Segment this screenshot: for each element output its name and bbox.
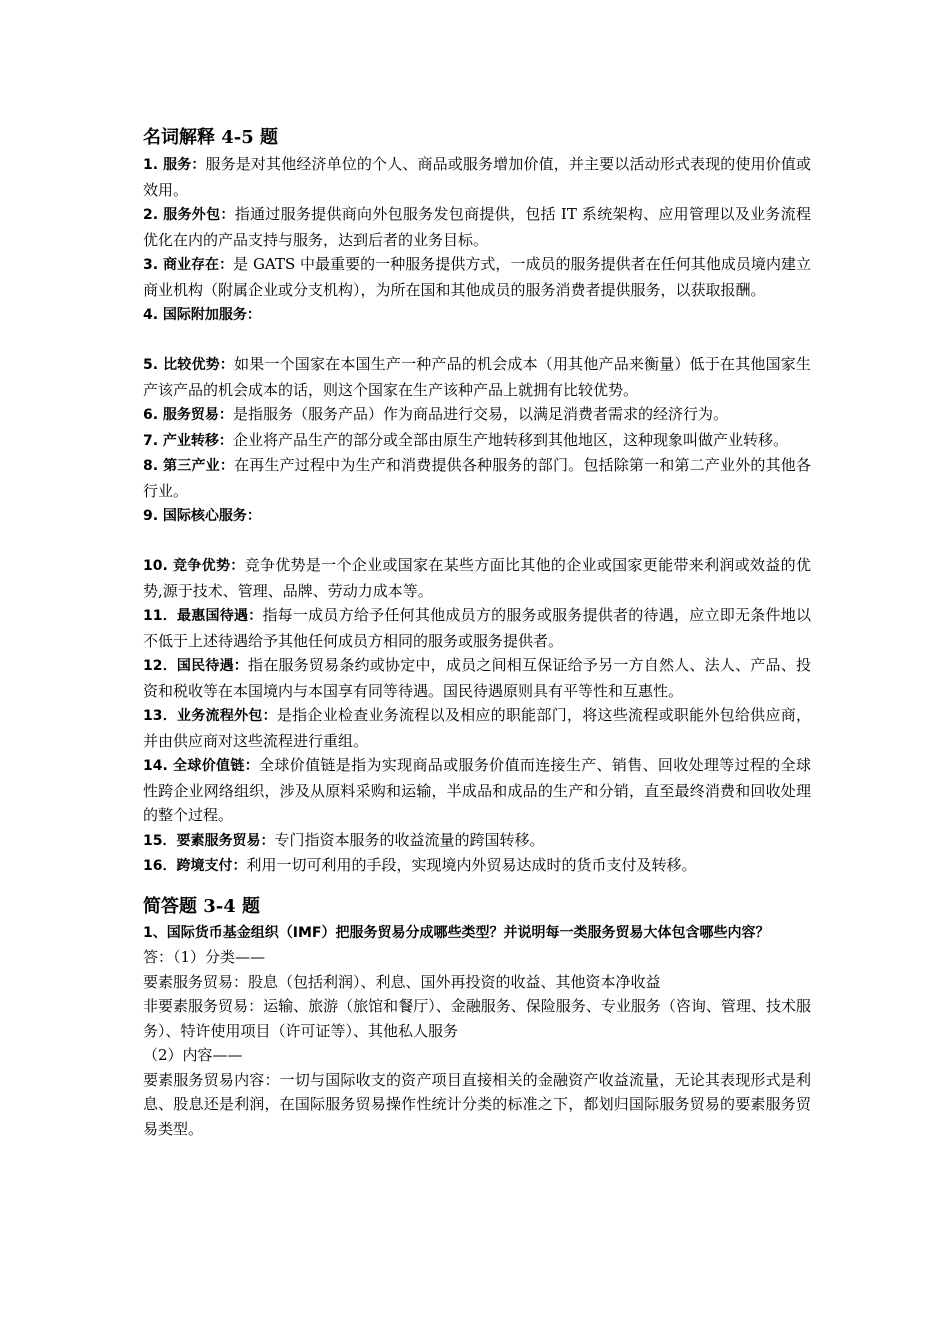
definition-text: 是 GATS 中最重要的一种服务提供方式，一成员的服务提供者在任何其他成员境内建立商业机构（附属企业或分支机构），为所在国和其他成员的服务消费者提供服务，以获取报酬。 xyxy=(143,255,811,299)
definition-item xyxy=(143,302,811,328)
definition-item xyxy=(143,428,811,454)
definition-item xyxy=(143,402,811,428)
definition-text: 指每一成员方给予任何其他成员方的服务或服务提供者的待遇，应立即无条件地以不低于上述待遇给予其他任何成员方相同的服务或服务提供者。 xyxy=(143,606,811,650)
definition-text: 全球价值链是指为实现商品或服务价值而连接生产、销售、回收处理等过程的全球性跨企业网络组织，涉及从原料采购和运输，半成品和成品的生产和分销，直至最终消费和回收处理的整个过程。 xyxy=(143,756,811,824)
definition-item xyxy=(143,503,811,529)
definition-text: 指通过服务提供商向外包服务发包商提供，包括 IT 系统架构、应用管理以及业务流程优化在内的产品支持与服务，达到后者的业务目标。 xyxy=(143,205,811,249)
definition-item xyxy=(143,352,811,402)
answer-line: 答：（1）分类—— xyxy=(143,948,266,966)
definition-term: 15．要素服务贸易： xyxy=(143,832,275,849)
definition-term: 13．业务流程外包： xyxy=(143,708,277,724)
definition-term: 1. 服务： xyxy=(143,157,206,173)
definition-item xyxy=(143,653,811,703)
definition-text: 专门指资本服务的收益流量的跨国转移。 xyxy=(274,830,545,849)
definition-item xyxy=(143,252,811,302)
answer-line: 要素服务贸易：股息（包括利润）、利息、国外再投资的收益、其他资本净收益 xyxy=(143,972,661,991)
definition-text: 是指服务（服务产品）作为商品进行交易，以满足消费者需求的经济行为。 xyxy=(232,405,728,423)
definition-term: 3. 商业存在： xyxy=(143,257,234,273)
definition-term: 12．国民待遇： xyxy=(143,658,249,674)
definition-item xyxy=(143,453,811,503)
definition-text: 竞争优势是一个企业或国家在某些方面比其他的企业或国家更能带来利润或效益的优势,源于技术、管理、品牌、劳动力成本等。 xyxy=(143,556,811,600)
definition-term: 11．最惠国待遇： xyxy=(143,608,263,624)
definition-text: 是指企业检查业务流程以及相应的职能部门，将这些流程或职能外包给供应商，并由供应商对这些流程进行重组。 xyxy=(143,706,811,750)
blank-line xyxy=(143,328,811,353)
definition-term: 5. 比较优势： xyxy=(143,357,235,373)
definition-item xyxy=(143,553,811,603)
definition-item xyxy=(143,753,811,828)
definition-term: 7. 产业转移： xyxy=(143,432,233,449)
definition-term: 16．跨境支付： xyxy=(143,858,247,874)
section-heading-short-answer: 简答题 3-4 题 xyxy=(143,895,261,917)
definition-item xyxy=(143,202,811,252)
definition-term: 4. 国际附加服务： xyxy=(143,307,261,323)
answer-line: （2）内容—— xyxy=(143,1046,243,1064)
definition-text: 在再生产过程中为生产和消费提供各种服务的部门。包括除第一和第二产业外的其他各行业。 xyxy=(143,456,811,500)
definition-text: 服务是对其他经济单位的个人、商品或服务增加价值，并主要以活动形式表现的使用价值或效用。 xyxy=(143,155,811,199)
definition-term: 2. 服务外包： xyxy=(143,207,235,223)
definition-term: 9. 国际核心服务： xyxy=(143,508,261,524)
definition-item xyxy=(143,703,811,753)
definition-text: 指在服务贸易条约或协定中，成员之间相互保证给予另一方自然人、法人、产品、投资和税收等在本国境内与本国享有同等待遇。国民待遇原则具有平等性和互惠性。 xyxy=(143,656,811,700)
definition-item xyxy=(143,828,811,854)
document-page xyxy=(143,118,811,1141)
definition-term: 14. 全球价值链： xyxy=(143,758,260,774)
definition-item xyxy=(143,603,811,653)
answer-line: 要素服务贸易内容：一切与国际收支的资产项目直接相关的金融资产收益流量，无论其表现形式是利息、股息还是利润，在国际服务贸易操作性统计分类的标准之下，都划归国际服务贸易的要素服务贸易类型。 xyxy=(143,1070,811,1138)
definition-term: 8. 第三产业： xyxy=(143,458,235,474)
definition-item xyxy=(143,853,811,879)
answer-line: 非要素服务贸易：运输、旅游（旅馆和餐厅）、金融服务、保险服务、专业服务（咨询、管理、技术服务）、特许使用项目（许可证等）、其他私人服务 xyxy=(143,997,811,1040)
definition-term: 6. 服务贸易： xyxy=(143,407,233,423)
definition-item xyxy=(143,152,811,202)
definition-text: 利用一切可利用的手段，实现境内外贸易达成时的货币支付及转移。 xyxy=(246,856,697,874)
question-title: 1、国际货币基金组织（IMF）把服务贸易分成哪些类型？并说明每一类服务贸易大体包含哪些内容？ xyxy=(143,924,770,941)
section-heading-definitions: 名词解释 4-5 题 xyxy=(143,127,279,148)
definition-text: 如果一个国家在本国生产一种产品的机会成本（用其他产品来衡量）低于在其他国家生产该产品的机会成本的话，则这个国家在生产该种产品上就拥有比较优势。 xyxy=(143,355,811,399)
definition-text: 企业将产品生产的部分或全部由原生产地转移到其他地区，这种现象叫做产业转移。 xyxy=(232,430,788,449)
blank-line xyxy=(143,529,811,554)
definition-term: 10. 竞争优势： xyxy=(143,558,245,574)
